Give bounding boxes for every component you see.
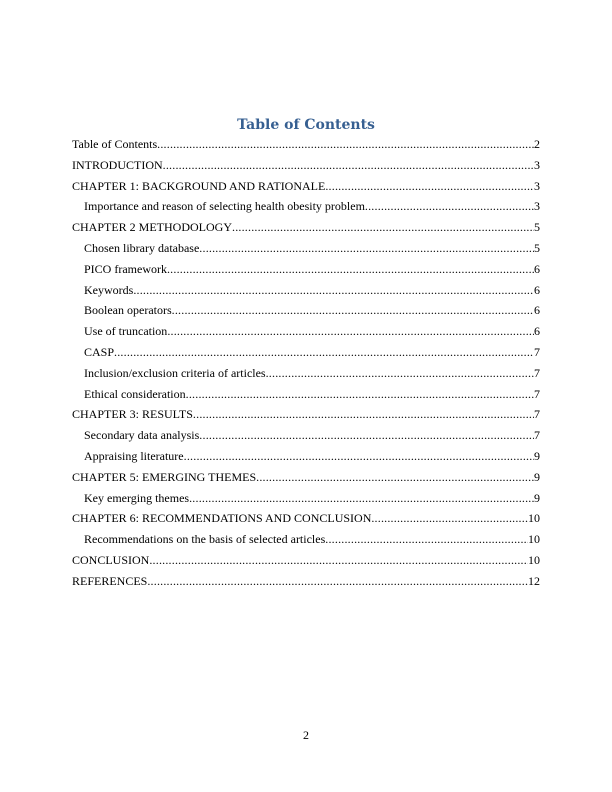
toc-entry-page: 6 <box>534 303 540 318</box>
toc-entry-page: 10 <box>528 532 540 547</box>
toc-entry[interactable] <box>72 550 540 571</box>
toc-entry-page: 7 <box>534 386 540 401</box>
toc-entry[interactable] <box>72 488 540 509</box>
toc-entry[interactable] <box>72 238 540 259</box>
toc-leader-dots <box>189 488 534 509</box>
toc-entry-page: 6 <box>534 324 540 339</box>
toc-entry[interactable] <box>72 280 540 301</box>
toc-entry-page: 10 <box>528 511 540 526</box>
toc-entry[interactable] <box>72 134 540 155</box>
toc-entry-text: Appraising literature <box>84 448 184 463</box>
toc-entry-text: PICO framework <box>84 261 167 276</box>
toc-leader-dots <box>167 321 534 342</box>
toc-entry-text: CHAPTER 1: BACKGROUND AND RATIONALE <box>72 178 326 193</box>
toc-entry[interactable] <box>72 529 540 550</box>
toc-entry[interactable] <box>72 508 540 529</box>
toc-leader-dots <box>157 134 534 155</box>
toc-entry-text: Importance and reason of selecting health obesity problem <box>84 199 365 214</box>
toc-entry-text: CASP <box>84 344 115 359</box>
toc-leader-dots <box>114 342 534 363</box>
toc-entry[interactable] <box>72 176 540 197</box>
toc-entry-text: Table of Contents <box>72 137 158 151</box>
toc-entry-page: 5 <box>534 240 540 255</box>
toc-entry-text: CHAPTER 5: EMERGING THEMES <box>72 469 257 484</box>
toc-entry-text: Key emerging themes <box>84 490 190 505</box>
toc-entry-text: INTRODUCTION <box>72 157 163 172</box>
toc-entry[interactable] <box>72 363 540 384</box>
toc-entry-page: 9 <box>534 490 540 505</box>
toc-leader-dots <box>371 508 528 529</box>
toc-entry-text: Inclusion/exclusion criteria of articles <box>84 365 266 380</box>
toc-entry-page: 3 <box>534 178 540 193</box>
toc-entry[interactable] <box>72 321 540 342</box>
toc-entry[interactable] <box>72 425 540 446</box>
toc-entry-page: 10 <box>528 552 540 567</box>
toc-entry[interactable] <box>72 342 540 363</box>
toc-entry[interactable] <box>72 155 540 176</box>
toc-entry-page: 3 <box>534 157 540 172</box>
toc-entry[interactable] <box>72 467 540 488</box>
toc-entry-page: 7 <box>534 365 540 380</box>
toc-entry-text: REFERENCES <box>72 573 148 588</box>
toc-entry-page: 6 <box>534 261 540 276</box>
toc-leader-dots <box>149 550 528 571</box>
toc-entry-text: CHAPTER 2 METHODOLOGY <box>72 220 232 235</box>
toc-leader-dots <box>325 529 528 550</box>
toc-entry-page: 9 <box>534 448 540 463</box>
toc-entry-text: Recommendations on the basis of selected articles <box>84 532 326 547</box>
toc-leader-dots <box>193 404 534 425</box>
toc-entry-text: Chosen library database <box>84 240 200 255</box>
toc-entry-page: 6 <box>534 282 540 297</box>
toc-leader-dots <box>147 571 528 592</box>
page-number: 2 <box>303 728 309 742</box>
toc-leader-dots <box>163 155 534 176</box>
toc-entry-page: 7 <box>534 344 540 359</box>
toc-leader-dots <box>266 363 534 384</box>
toc-entry-text: Boolean operators <box>84 303 172 318</box>
toc-entry-text: Ethical consideration <box>84 386 186 401</box>
toc-entry-page: 2 <box>534 137 540 151</box>
toc-entry-page: 9 <box>534 469 540 484</box>
toc-entry-page: 7 <box>534 407 540 422</box>
toc-entry[interactable] <box>72 446 540 467</box>
toc-entry-page: 12 <box>528 573 540 588</box>
toc-entry-text: Secondary data analysis <box>84 428 200 443</box>
toc-leader-dots <box>325 176 534 197</box>
toc-entry[interactable] <box>72 404 540 425</box>
toc-entry[interactable] <box>72 217 540 238</box>
toc-entry-text: CHAPTER 3: RESULTS <box>72 407 193 422</box>
toc-leader-dots <box>186 384 534 405</box>
toc-leader-dots <box>184 446 534 467</box>
toc-title: Table of Contents <box>237 117 375 133</box>
toc-leader-dots <box>232 217 534 238</box>
toc-leader-dots <box>172 300 534 321</box>
toc-entry[interactable] <box>72 259 540 280</box>
toc-entry[interactable] <box>72 196 540 217</box>
toc-list <box>72 134 540 592</box>
toc-entry[interactable] <box>72 300 540 321</box>
toc-entry-page: 5 <box>534 220 540 235</box>
toc-leader-dots <box>365 196 534 217</box>
toc-leader-dots <box>199 238 534 259</box>
toc-entry[interactable] <box>72 571 540 592</box>
toc-entry-page: 3 <box>534 199 540 214</box>
toc-entry-text: CHAPTER 6: RECOMMENDATIONS AND CONCLUSION <box>72 511 372 526</box>
toc-leader-dots <box>167 259 534 280</box>
toc-leader-dots <box>133 280 534 301</box>
toc-leader-dots <box>256 467 534 488</box>
toc-entry-text: Keywords <box>84 282 134 297</box>
toc-entry-text: CONCLUSION <box>72 552 150 567</box>
toc-leader-dots <box>199 425 534 446</box>
toc-entry[interactable] <box>72 384 540 405</box>
toc-entry-page: 7 <box>534 428 540 443</box>
toc-entry-text: Use of truncation <box>84 324 168 339</box>
